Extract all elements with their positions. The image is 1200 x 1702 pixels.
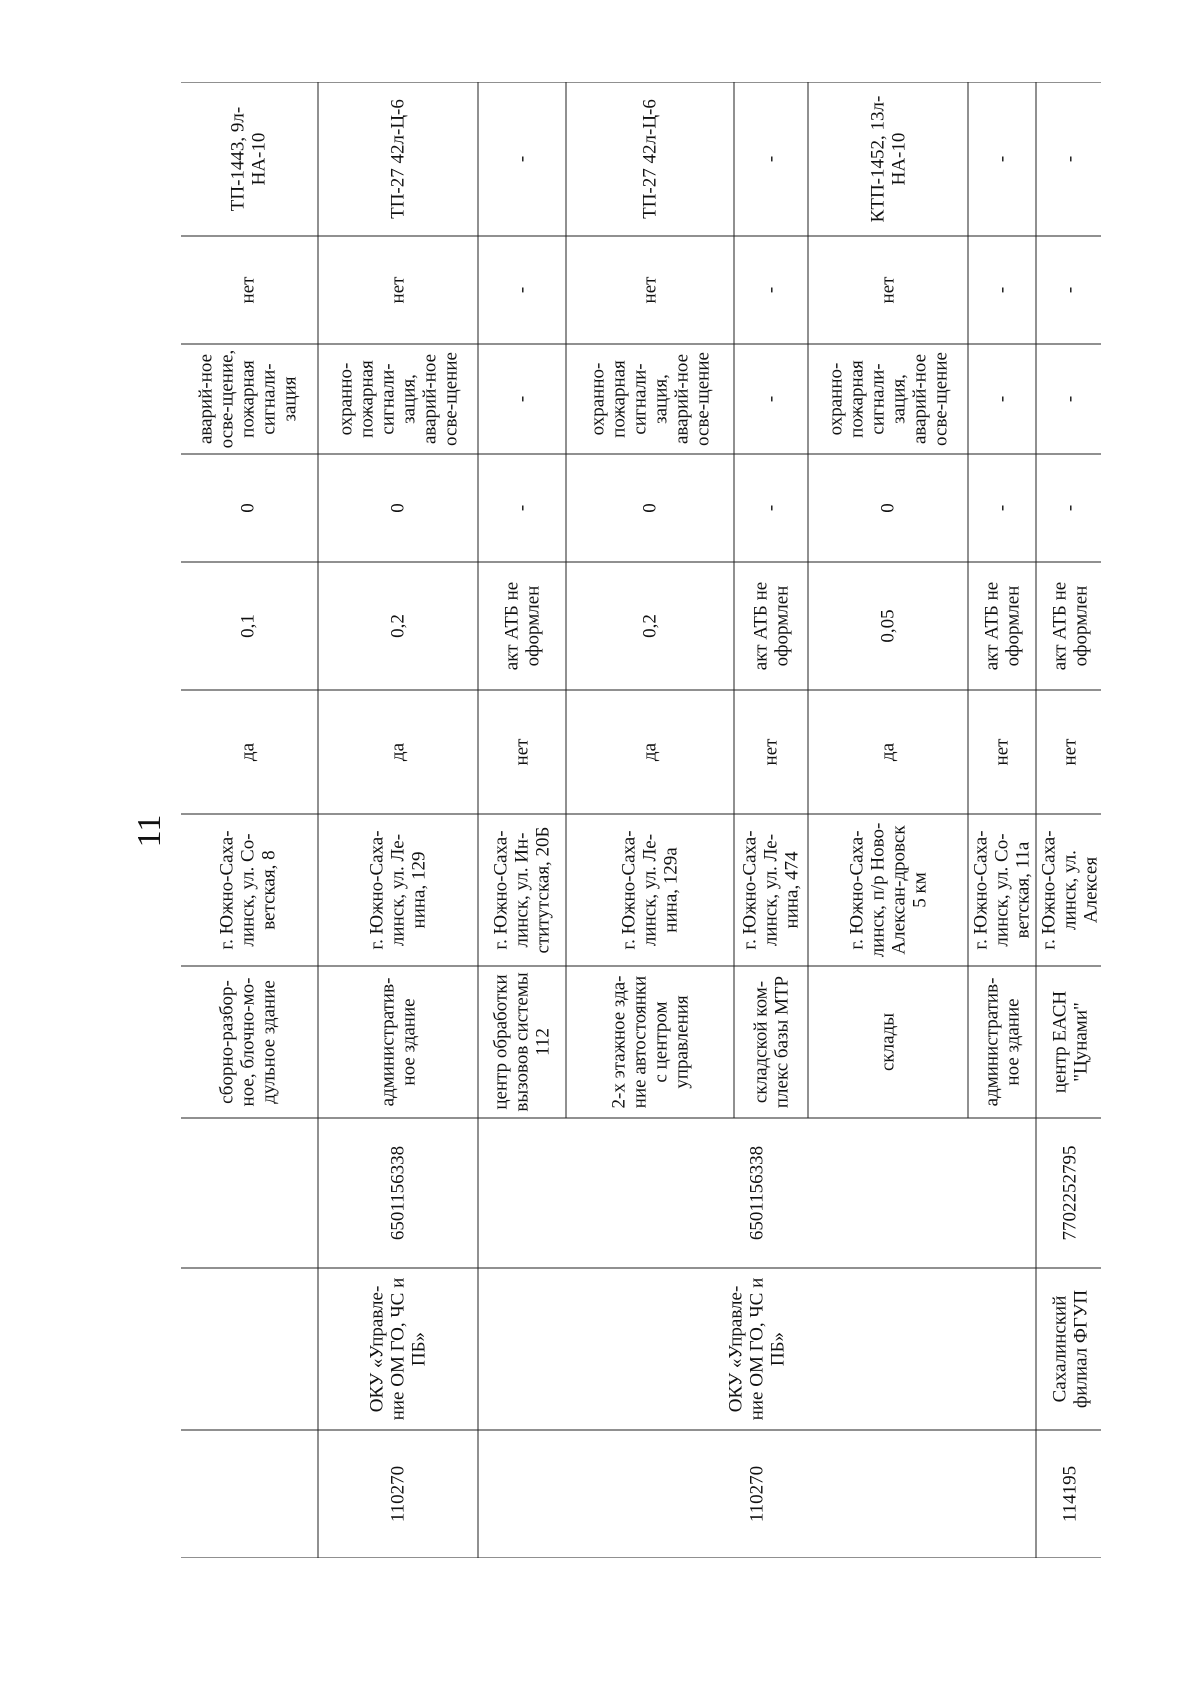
cert-cell: нет: [478, 690, 566, 814]
backup-cell: нет: [808, 236, 968, 344]
sb-cell: -: [968, 454, 1036, 562]
data-table: [181, 82, 1101, 1558]
backup-cell: нет: [318, 236, 478, 344]
source-cell: -: [968, 82, 1036, 236]
sb-cell: -: [734, 454, 808, 562]
backup-cell: -: [968, 236, 1036, 344]
inn-cell: 7702252795: [1036, 1118, 1101, 1268]
sb-cell: -: [1036, 454, 1101, 562]
object-cell: центр ЕАСН "Цунами": [1036, 966, 1101, 1118]
object-cell: 2-х этажное зда-ние автостоянки с центром управления: [566, 966, 734, 1118]
systems-cell: охранно-пожарная сигнали-зация, аварий-ное осве-щение: [318, 344, 478, 454]
table-row: [318, 82, 478, 1558]
table-row: [1036, 82, 1101, 1558]
systems-cell: охранно-пожарная сигнали-зация, аварий-ное осве-щение: [808, 344, 968, 454]
systems-cell: охранно-пожарная сигнали-зация, аварий-ное осве-щение: [566, 344, 734, 454]
sb-cell: 0: [181, 454, 318, 562]
source-cell: ТП-27 42л-Ц-6: [566, 82, 734, 236]
cert-cell: нет: [968, 690, 1036, 814]
inn-cell: [181, 1118, 318, 1268]
category-cell: акт АТБ не оформлен: [1036, 562, 1101, 690]
category-cell: акт АТБ не оформлен: [734, 562, 808, 690]
systems-cell: -: [478, 344, 566, 454]
category-cell: 0,2: [318, 562, 478, 690]
cert-cell: да: [181, 690, 318, 814]
org-cell: ОКУ «Управле-ние ОМ ГО, ЧС и ПБ»: [478, 1268, 1036, 1430]
inn-cell: 6501156338: [318, 1118, 478, 1268]
systems-cell: аварий-ное осве-щение, пожарная сигнали-зация: [181, 344, 318, 454]
backup-cell: -: [734, 236, 808, 344]
org-cell: ОКУ «Управле-ние ОМ ГО, ЧС и ПБ»: [318, 1268, 478, 1430]
cert-cell: да: [808, 690, 968, 814]
category-cell: акт АТБ не оформлен: [478, 562, 566, 690]
object-cell: складской ком-плекс базы МТР: [734, 966, 808, 1118]
table-container: [181, 82, 1101, 1558]
source-cell: -: [478, 82, 566, 236]
source-cell: ТП-27 42л-Ц-6: [318, 82, 478, 236]
address-cell: г. Южно-Саха-линск, ул. Ле-нина, 474: [734, 814, 808, 966]
inn-cell: 6501156338: [478, 1118, 1036, 1268]
systems-cell: -: [734, 344, 808, 454]
backup-cell: -: [1036, 236, 1101, 344]
sb-cell: 0: [566, 454, 734, 562]
table-row: [478, 82, 566, 1558]
backup-cell: нет: [181, 236, 318, 344]
systems-cell: -: [1036, 344, 1101, 454]
address-cell: г. Южно-Саха-линск, ул. Алексея: [1036, 814, 1101, 966]
page-number: 11: [131, 814, 168, 848]
code-cell: 110270: [478, 1430, 1036, 1558]
backup-cell: нет: [566, 236, 734, 344]
code-cell: [181, 1430, 318, 1558]
object-cell: склады: [808, 966, 968, 1118]
category-cell: 0,2: [566, 562, 734, 690]
code-cell: 114195: [1036, 1430, 1101, 1558]
source-cell: -: [734, 82, 808, 236]
cert-cell: да: [318, 690, 478, 814]
cert-cell: да: [566, 690, 734, 814]
cert-cell: нет: [1036, 690, 1101, 814]
address-cell: г. Южно-Саха-линск, ул. Со-ветская, 11а: [968, 814, 1036, 966]
sb-cell: 0: [808, 454, 968, 562]
cert-cell: нет: [734, 690, 808, 814]
source-cell: КТП-1452, 13л-НА-10: [808, 82, 968, 236]
table-row: [181, 82, 318, 1558]
org-cell: Сахалинский филиал ФГУП: [1036, 1268, 1101, 1430]
address-cell: г. Южно-Саха-линск, ул. Со-ветская, 8: [181, 814, 318, 966]
org-cell: [181, 1268, 318, 1430]
category-cell: 0,1: [181, 562, 318, 690]
address-cell: г. Южно-Саха-линск, ул. Ле-нина, 129а: [566, 814, 734, 966]
sb-cell: -: [478, 454, 566, 562]
backup-cell: -: [478, 236, 566, 344]
object-cell: административ-ное здание: [968, 966, 1036, 1118]
category-cell: акт АТБ не оформлен: [968, 562, 1036, 690]
object-cell: сборно-разбор-ное, блочно-мо-дульное здание: [181, 966, 318, 1118]
code-cell: 110270: [318, 1430, 478, 1558]
address-cell: г. Южно-Саха-линск, ул. Ле-нина, 129: [318, 814, 478, 966]
object-cell: центр обработки вызовов системы 112: [478, 966, 566, 1118]
source-cell: -: [1036, 82, 1101, 236]
systems-cell: -: [968, 344, 1036, 454]
sb-cell: 0: [318, 454, 478, 562]
category-cell: 0,05: [808, 562, 968, 690]
source-cell: ТП-1443, 9л-НА-10: [181, 82, 318, 236]
address-cell: г. Южно-Саха-линск, п/р Ново-Алексан-дровск 5 км: [808, 814, 968, 966]
object-cell: административ-ное здание: [318, 966, 478, 1118]
address-cell: г. Южно-Саха-линск, ул. Ин-ститутская, 20Б: [478, 814, 566, 966]
